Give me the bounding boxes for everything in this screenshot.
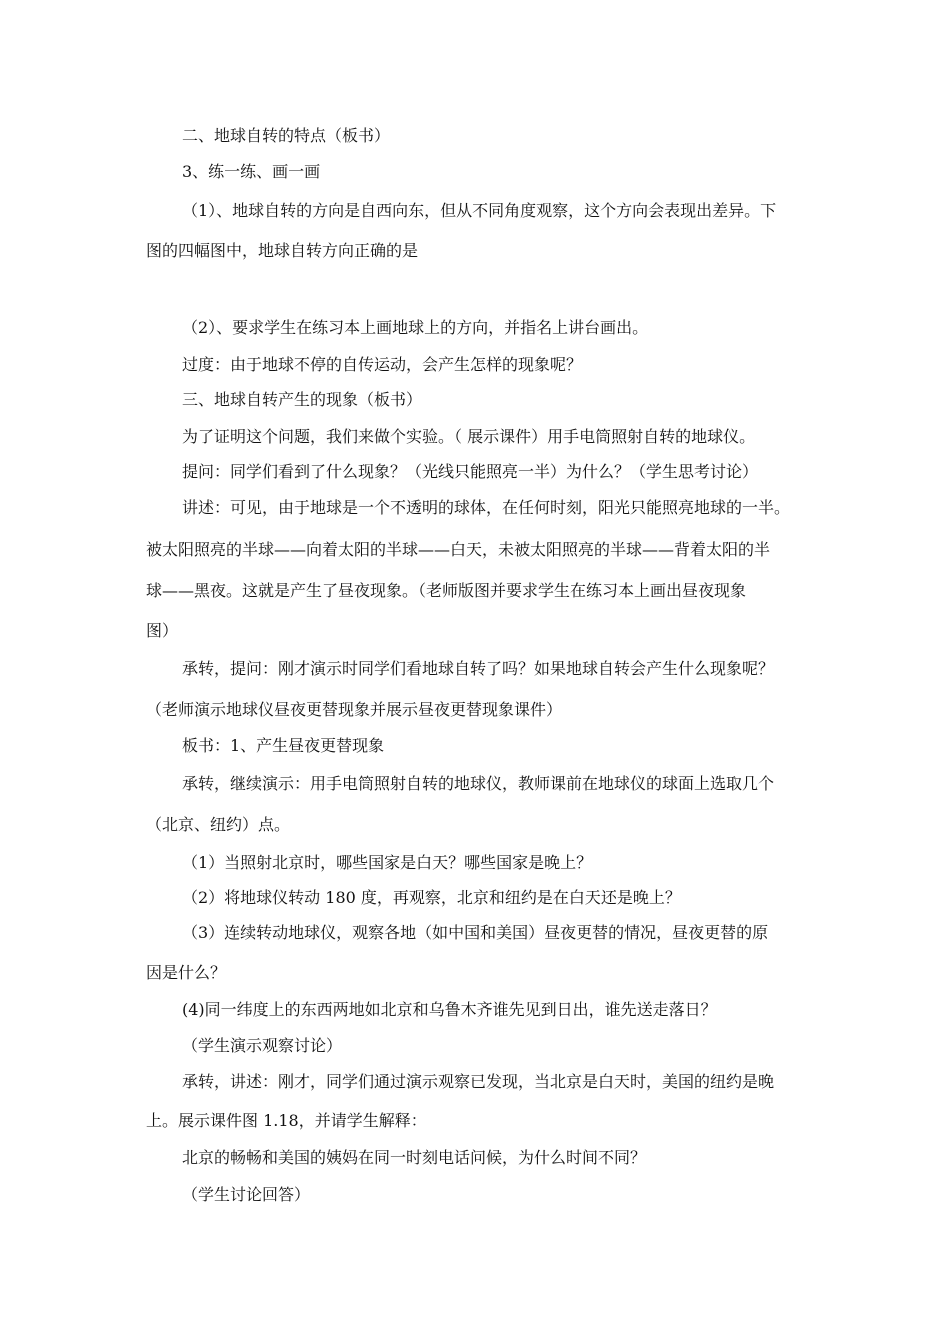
paragraph-line: 讲述：可见，由于地球是一个不透明的球体，在任何时刻，阳光只能照亮地球的一半。 bbox=[182, 498, 791, 517]
paragraph-line: 过度：由于地球不停的自传运动，会产生怎样的现象呢？ bbox=[182, 355, 583, 374]
section-heading-rotation-phenomena: 三、地球自转产生的现象（板书） bbox=[182, 390, 423, 409]
paragraph-line: （学生演示观察讨论） bbox=[182, 1036, 343, 1055]
question-item: （3）连续转动地球仪，观察各地（如中国和美国）昼夜更替的情况，昼夜更替的原 bbox=[182, 923, 769, 942]
paragraph-line: 被太阳照亮的半球——向着太阳的半球——白天，未被太阳照亮的半球——背着太阳的半 bbox=[146, 540, 771, 559]
paragraph-line: （老师演示地球仪昼夜更替现象并展示昼夜更替现象课件） bbox=[146, 700, 563, 719]
paragraph-line: 球——黑夜。这就是产生了昼夜现象。（老师版图并要求学生在练习本上画出昼夜现象 bbox=[146, 581, 747, 600]
paragraph-line: 图的四幅图中，地球自转方向正确的是 bbox=[146, 241, 419, 260]
question-item: 因是什么？ bbox=[146, 963, 227, 982]
paragraph-line: 承转，继续演示：用手电筒照射自转的地球仪，教师课前在地球仪的球面上选取几个 bbox=[182, 774, 775, 793]
section-heading-rotation-features: 二、地球自转的特点（板书） bbox=[182, 126, 391, 145]
paragraph-line: 为了证明这个问题，我们来做个实验。（ 展示课件）用手电筒照射自转的地球仪。 bbox=[182, 427, 756, 446]
paragraph-line: （北京、纽约）点。 bbox=[146, 815, 291, 834]
question-item: （1）当照射北京时，哪些国家是白天？哪些国家是晚上？ bbox=[182, 853, 593, 872]
paragraph-line: （学生讨论回答） bbox=[182, 1185, 311, 1204]
paragraph-line: 北京的畅畅和美国的姨妈在同一时刻电话问候，为什么时间不同？ bbox=[182, 1148, 647, 1167]
question-item: （2）将地球仪转动 180 度，再观察，北京和纽约是在白天还是晚上？ bbox=[182, 888, 681, 907]
paragraph-line: （1）、地球自转的方向是自西向东，但从不同角度观察，这个方向会表现出差异。下 bbox=[182, 201, 777, 220]
question-item: (4)同一纬度上的东西两地如北京和乌鲁木齐谁先见到日出，谁先送走落日？ bbox=[182, 1000, 717, 1019]
paragraph-line: （2）、要求学生在练习本上画地球上的方向，并指名上讲台画出。 bbox=[182, 318, 649, 337]
paragraph-line: 提问：同学们看到了什么现象？（光线只能照亮一半）为什么？（学生思考讨论） bbox=[182, 462, 759, 481]
paragraph-line: 上。展示课件图 1.18，并请学生解释： bbox=[146, 1111, 427, 1130]
paragraph-line: 承转，提问：刚才演示时同学们看地球自转了吗？如果地球自转会产生什么现象呢？ bbox=[182, 659, 775, 678]
board-note-day-night: 板书：1、产生昼夜更替现象 bbox=[182, 736, 385, 755]
paragraph-line: 图） bbox=[146, 621, 179, 640]
paragraph-line: 承转，讲述：刚才，同学们通过演示观察已发现，当北京是白天时，美国的纽约是晚 bbox=[182, 1072, 775, 1091]
subheading-practice: 3、练一练、画一画 bbox=[182, 162, 321, 181]
